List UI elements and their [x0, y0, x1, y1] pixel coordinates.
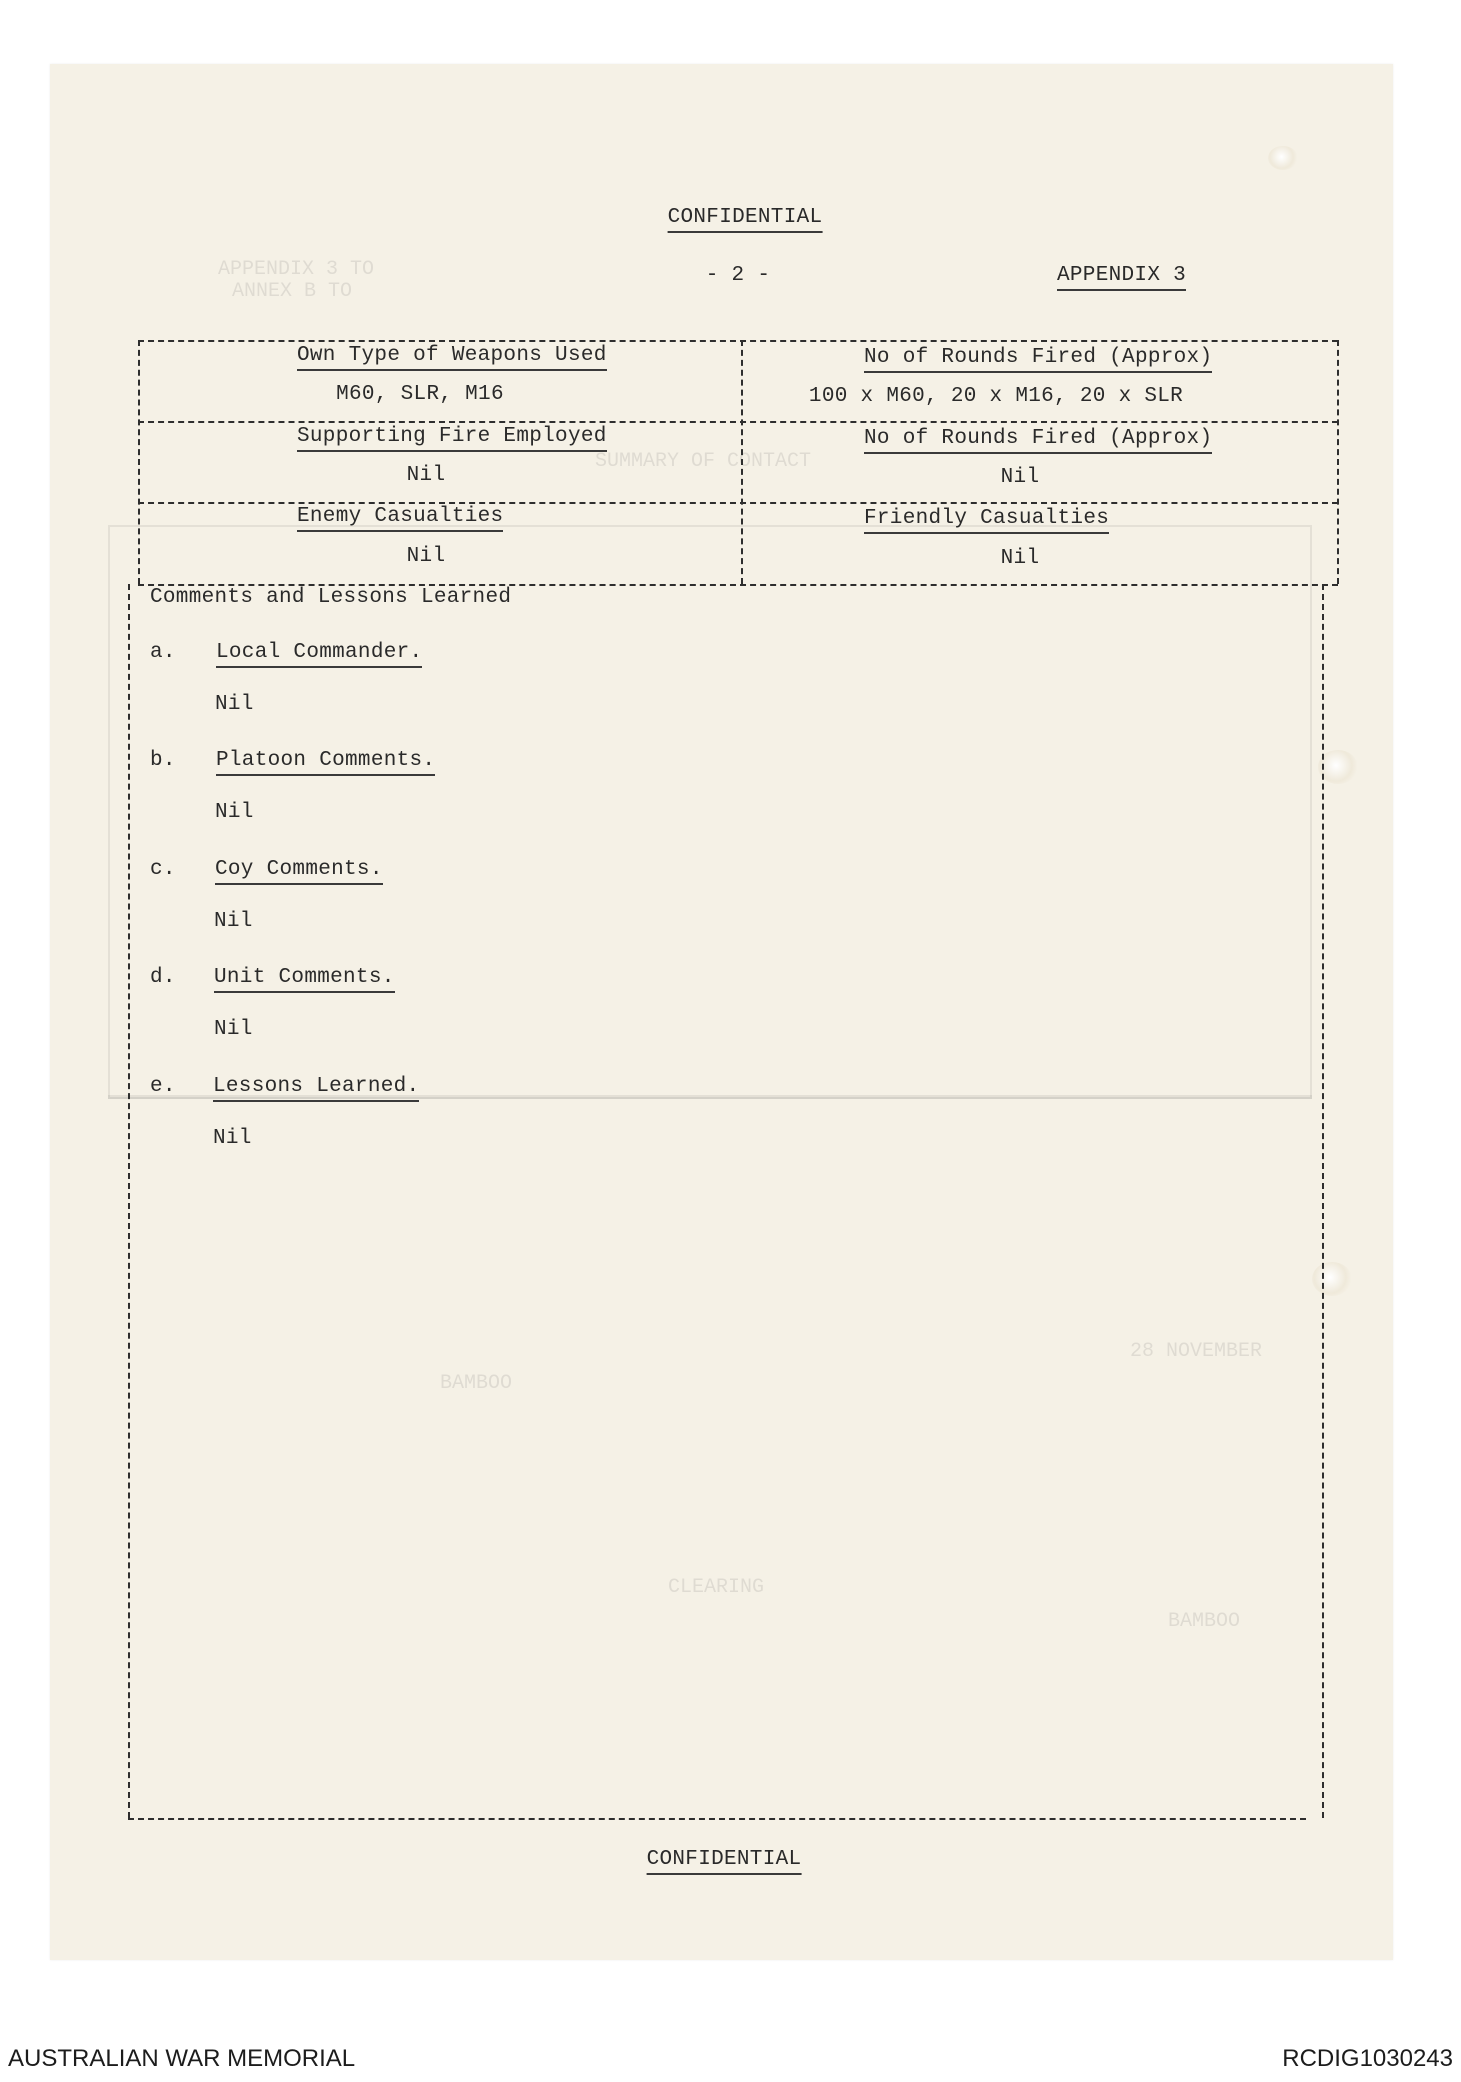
show-through-text: APPENDIX 3 TO [218, 258, 375, 281]
comment-value: Nil [214, 910, 253, 933]
friendly-casualties-label: Friendly Casualties [864, 507, 1109, 534]
show-through-text: 28 NOVEMBER [1130, 1340, 1263, 1363]
table-column-divider [741, 340, 743, 584]
comment-letter: a. [150, 641, 176, 664]
comment-heading: Coy Comments. [215, 858, 383, 885]
enemy-casualties-label: Enemy Casualties [297, 505, 503, 532]
supporting-fire-label: Supporting Fire Employed [297, 425, 607, 452]
comment-value: Nil [215, 693, 254, 716]
comment-heading: Unit Comments. [214, 966, 395, 993]
support-rounds-value: Nil [1000, 466, 1040, 489]
classification-top: CONFIDENTIAL [668, 206, 823, 233]
punch-hole [1318, 750, 1358, 784]
table-rule [138, 421, 1338, 423]
friendly-casualties-value: Nil [1000, 547, 1040, 570]
rounds-fired-value: 100 x M60, 20 x M16, 20 x SLR [808, 385, 1184, 408]
comment-value: Nil [214, 1018, 253, 1041]
weapons-used-label: Own Type of Weapons Used [297, 344, 607, 371]
table-right-border [1337, 340, 1339, 584]
appendix-label: APPENDIX 3 [1057, 264, 1186, 291]
weapons-used-value: M60, SLR, M16 [336, 383, 504, 406]
punch-hole [1268, 146, 1298, 170]
comment-heading: Lessons Learned. [213, 1075, 419, 1102]
enemy-casualties-value: Nil [406, 545, 446, 568]
table-top-rule [138, 340, 1338, 342]
comment-letter: b. [150, 749, 176, 772]
table-left-border [128, 584, 130, 1818]
comment-letter: c. [150, 858, 176, 881]
comment-heading: Platoon Comments. [216, 749, 435, 776]
rounds-fired-label: No of Rounds Fired (Approx) [864, 346, 1212, 373]
punch-hole [1312, 1262, 1352, 1296]
show-through-text: BAMBOO [440, 1372, 513, 1395]
comment-value: Nil [213, 1127, 252, 1150]
supporting-fire-value: Nil [406, 464, 446, 487]
show-through-text: SUMMARY OF CONTACT [595, 450, 812, 473]
comment-letter: e. [150, 1075, 176, 1098]
comment-heading: Local Commander. [216, 641, 422, 668]
institution-label: AUSTRALIAN WAR MEMORIAL [8, 2045, 356, 2072]
classification-bottom: CONFIDENTIAL [647, 1848, 802, 1875]
show-through-text: CLEARING [668, 1576, 765, 1599]
table-right-border [1322, 584, 1324, 1818]
show-through-text: BAMBOO [1168, 1610, 1241, 1633]
table-rule [138, 502, 1338, 504]
comment-letter: d. [150, 966, 176, 989]
comments-title: Comments and Lessons Learned [150, 586, 512, 609]
table-left-border [138, 340, 140, 584]
table-bottom-rule [128, 1818, 1306, 1820]
comment-value: Nil [215, 801, 254, 824]
support-rounds-label: No of Rounds Fired (Approx) [864, 427, 1212, 454]
show-through-text: ANNEX B TO [232, 280, 353, 303]
record-id: RCDIG1030243 [1282, 2045, 1453, 2072]
page-number: - 2 - [705, 264, 771, 287]
show-through-table [108, 525, 1312, 1099]
